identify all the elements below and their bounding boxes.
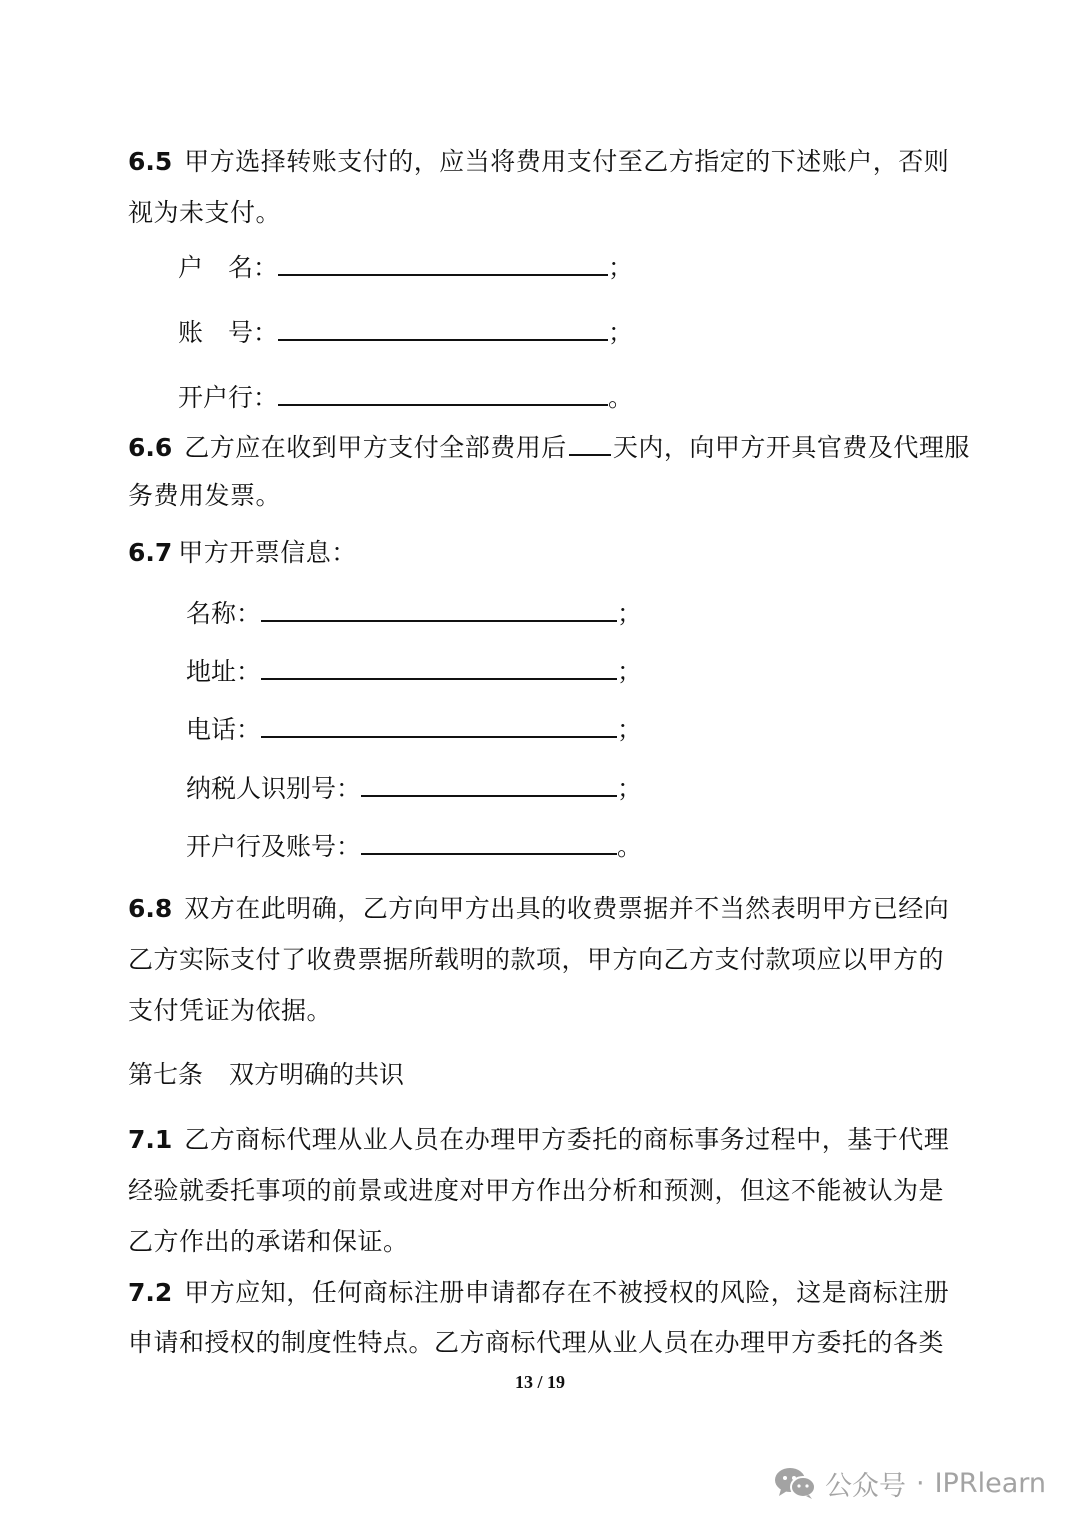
field-label: 电话： — [186, 715, 262, 744]
page-number: 13 / 19 — [514, 1372, 565, 1392]
clause-6-8-line-2 — [128, 943, 944, 977]
field-label: 地址： — [186, 657, 262, 686]
clause-number: 7.2 — [128, 1278, 173, 1307]
fill-in-blank — [361, 769, 617, 797]
clause-number: 6.5 — [128, 147, 173, 176]
field-end: ； — [617, 774, 643, 803]
field-end: ； — [617, 599, 643, 628]
clause-text: 双方在此明确，乙方向甲方出具的收费票据并不当然表明甲方已经向 — [184, 894, 950, 923]
clause-text: 乙方商标代理从业人员在办理甲方委托的商标事务过程中，基于代理 — [184, 1125, 950, 1154]
clause-text: 天内，向甲方开具官费及代理服 — [612, 433, 970, 462]
clause-text: 乙方实际支付了收费票据所载明的款项，甲方向乙方支付款项应以甲方的 — [128, 945, 945, 974]
wechat-watermark — [773, 1461, 1046, 1505]
clause-6-5-line-2 — [128, 196, 281, 230]
invoice-phone-field — [186, 710, 642, 747]
clause-number: 7.1 — [128, 1125, 173, 1154]
account-number-field — [178, 313, 633, 350]
fill-in-blank — [261, 710, 617, 738]
clause-6-8-line-1 — [128, 892, 949, 926]
clause-number: 6.6 — [128, 433, 173, 462]
clause-6-6-line-1 — [128, 428, 970, 465]
clause-6-5-line-1 — [128, 145, 949, 179]
field-label: 开户行： — [178, 383, 279, 412]
clause-text: 乙方作出的承诺和保证。 — [128, 1227, 409, 1256]
clause-number: 6.7 — [128, 538, 173, 567]
clause-7-1-line-1 — [128, 1123, 949, 1157]
watermark-label: 公众号 — [825, 1470, 906, 1502]
article-7-heading — [128, 1058, 404, 1092]
clause-text: 甲方应知，任何商标注册申请都存在不被授权的风险，这是商标注册 — [184, 1278, 950, 1307]
invoice-address-field — [186, 652, 642, 689]
clause-7-2-line-2 — [128, 1326, 944, 1360]
invoice-bank-field — [186, 827, 642, 864]
fill-in-blank — [278, 378, 608, 406]
field-label: 名称： — [186, 599, 262, 628]
clause-text: 支付凭证为依据。 — [128, 996, 333, 1025]
clause-text: 申请和授权的制度性特点。乙方商标代理从业人员在办理甲方委托的各类 — [128, 1328, 945, 1357]
field-label: 纳税人识别号： — [186, 774, 362, 803]
wechat-icon — [773, 1466, 817, 1500]
clause-6-6-line-2 — [128, 479, 281, 513]
days-blank — [569, 428, 611, 456]
clause-text: 乙方应在收到甲方支付全部费用后 — [184, 433, 567, 462]
fill-in-blank — [261, 594, 617, 622]
clause-7-2-line-1 — [128, 1276, 949, 1310]
clause-6-8-line-3 — [128, 994, 332, 1028]
watermark-dot: · — [916, 1467, 925, 1499]
account-bank-field — [178, 378, 633, 415]
account-name-field — [178, 248, 633, 285]
clause-text: 甲方选择转账支付的，应当将费用支付至乙方指定的下述账户，否则 — [184, 147, 950, 176]
field-label: 账 号： — [178, 318, 279, 347]
field-label: 开户行及账号： — [186, 832, 362, 861]
fill-in-blank — [261, 652, 617, 680]
clause-text: 甲方开票信息： — [178, 538, 357, 567]
clause-6-7-line-1 — [128, 536, 357, 570]
clause-text: 视为未支付。 — [128, 198, 282, 227]
fill-in-blank — [278, 248, 608, 276]
field-end: 。 — [617, 832, 643, 861]
clause-text: 务费用发票。 — [128, 481, 282, 510]
field-end: ； — [617, 715, 643, 744]
watermark-account: IPRlearn — [934, 1467, 1046, 1499]
field-end: ； — [608, 253, 634, 282]
clause-text: 经验就委托事项的前景或进度对甲方作出分析和预测，但这不能被认为是 — [128, 1176, 945, 1205]
article-label: 第七条 — [128, 1060, 204, 1089]
clause-7-1-line-3 — [128, 1225, 409, 1259]
fill-in-blank — [278, 313, 608, 341]
invoice-taxid-field — [186, 769, 642, 806]
field-end: ； — [617, 657, 643, 686]
article-title: 双方明确的共识 — [229, 1060, 405, 1089]
clause-7-1-line-2 — [128, 1174, 944, 1208]
fill-in-blank — [361, 827, 617, 855]
field-end: ； — [608, 318, 634, 347]
invoice-name-field — [186, 594, 642, 631]
clause-number: 6.8 — [128, 894, 173, 923]
field-label: 户 名： — [178, 253, 279, 282]
field-end: 。 — [608, 383, 634, 412]
